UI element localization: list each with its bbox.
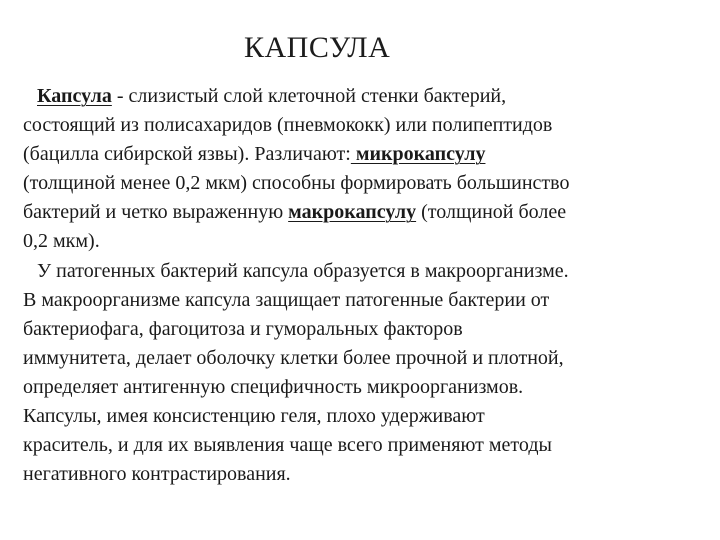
text-fragment: (толщиной более	[416, 201, 567, 224]
text-line: иммунитета, делает оболочку клетки более прочной и плотной,	[23, 346, 564, 369]
text-fragment: (бацилла сибирской язвы). Различают:	[23, 143, 351, 166]
text-line	[23, 82, 713, 111]
text-line: Капсулы, имея консистенцию геля, плохо удерживают	[23, 405, 485, 428]
term-microcapsule: микрокапсулу	[350, 143, 486, 166]
text-line: состоящий из полисахаридов (пневмококк) или полипептидов	[23, 114, 553, 137]
text-line: краситель, и для их выявления чаще всего применяют методы	[23, 434, 552, 457]
text-line	[23, 198, 713, 227]
text-line: негативного контрастирования.	[23, 463, 291, 486]
text-fragment: бактерий и четко выраженную	[23, 201, 289, 224]
text-fragment: У патогенных бактерий капсула образуется в макроорганизме.	[37, 259, 569, 282]
text-line: В макроорганизме капсула защищает патогенные бактерии от	[23, 288, 550, 311]
slide-body	[23, 82, 713, 489]
text-line: определяет антигенную специфичность микроорганизмов.	[23, 375, 524, 398]
text-line: 0,2 мкм).	[23, 230, 100, 253]
text-line: бактериофага, фагоцитоза и гуморальных факторов	[23, 317, 463, 340]
text-fragment: - слизистый слой клеточной стенки бактерий,	[111, 85, 507, 107]
term-capsule: Капсула	[37, 85, 112, 107]
text-line: (толщиной менее 0,2 мкм) способны формировать большинство	[23, 172, 570, 195]
term-macrocapsule: макрокапсулу	[288, 201, 417, 224]
text-line	[23, 257, 713, 286]
slide-title: КАПСУЛА	[244, 31, 391, 64]
text-line	[23, 140, 713, 169]
